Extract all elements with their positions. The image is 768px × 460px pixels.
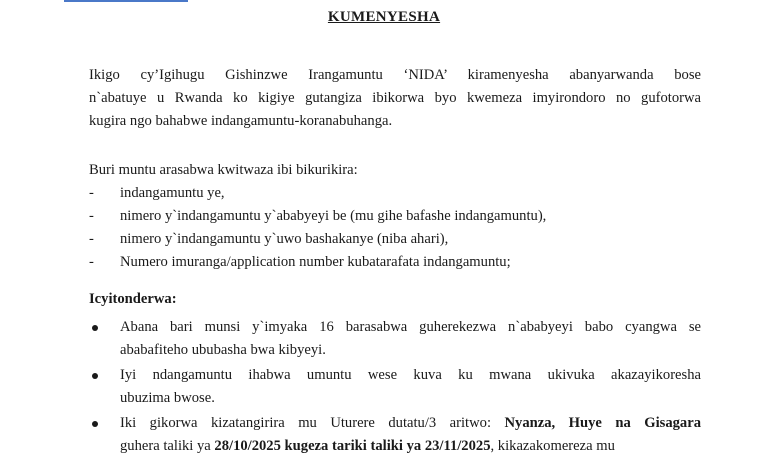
notes-heading: Icyitonderwa: bbox=[89, 291, 177, 307]
note-line bbox=[120, 412, 701, 435]
intro-paragraph bbox=[89, 64, 701, 133]
note-text: guhera taliki ya bbox=[120, 438, 215, 454]
list-item bbox=[89, 316, 701, 362]
requirements-lead: Buri muntu arasabwa kwitwaza ibi bikurikira: bbox=[89, 162, 358, 178]
intro-line: kugira ngo bahabwe indangamuntu-koranabuhanga. bbox=[89, 113, 393, 129]
top-rule bbox=[64, 0, 188, 2]
date-range: 28/10/2025 kugeza tariki taliki ya 23/11/2025 bbox=[214, 438, 491, 454]
list-item: - Numero imuranga/application number kubatarafata indangamuntu; bbox=[89, 251, 701, 274]
intro-line: Ikigo cy’Igihugu Gishinzwe Irangamuntu ‘NIDA’ kiramenyesha abanyarwanda bose bbox=[89, 67, 701, 83]
note-line: Abana bari munsi y`imyaka 16 barasabwa guherekezwa n`ababyeyi babo cyangwa se bbox=[120, 319, 701, 335]
note-text: , kikazakomereza mu bbox=[490, 438, 615, 454]
district-names: Nyanza, Huye na Gisagara bbox=[504, 415, 701, 431]
list-item: - nimero y`indangamuntu y`ababyeyi be (mu gihe bafashe indangamuntu), bbox=[89, 205, 701, 228]
intro-line: n`abatuye u Rwanda ko kigiye gutangiza ibikorwa byo kwemeza imyirondoro no gufotorwa bbox=[89, 90, 701, 106]
list-item bbox=[89, 412, 701, 458]
note-text: Iki gikorwa kizatangirira mu Uturere dutatu/3 aritwo: bbox=[120, 415, 505, 431]
document-title: KUMENYESHA bbox=[327, 9, 441, 25]
list-item bbox=[89, 364, 701, 410]
notes-list bbox=[89, 316, 701, 460]
note-line: Iyi ndangamuntu ihabwa umuntu wese kuva ku mwana ukivuka akazayikoresha bbox=[120, 367, 701, 383]
list-item: - indangamuntu ye, bbox=[89, 182, 701, 205]
list-item: - nimero y`indangamuntu y`uwo bashakanye (niba ahari), bbox=[89, 228, 701, 251]
note-line: ababafiteho ububasha bwa kibyeyi. bbox=[120, 342, 326, 358]
requirements-section bbox=[89, 159, 701, 274]
requirements-list bbox=[89, 182, 701, 274]
note-line bbox=[120, 435, 701, 458]
note-line: ubuzima bwose. bbox=[120, 390, 215, 406]
